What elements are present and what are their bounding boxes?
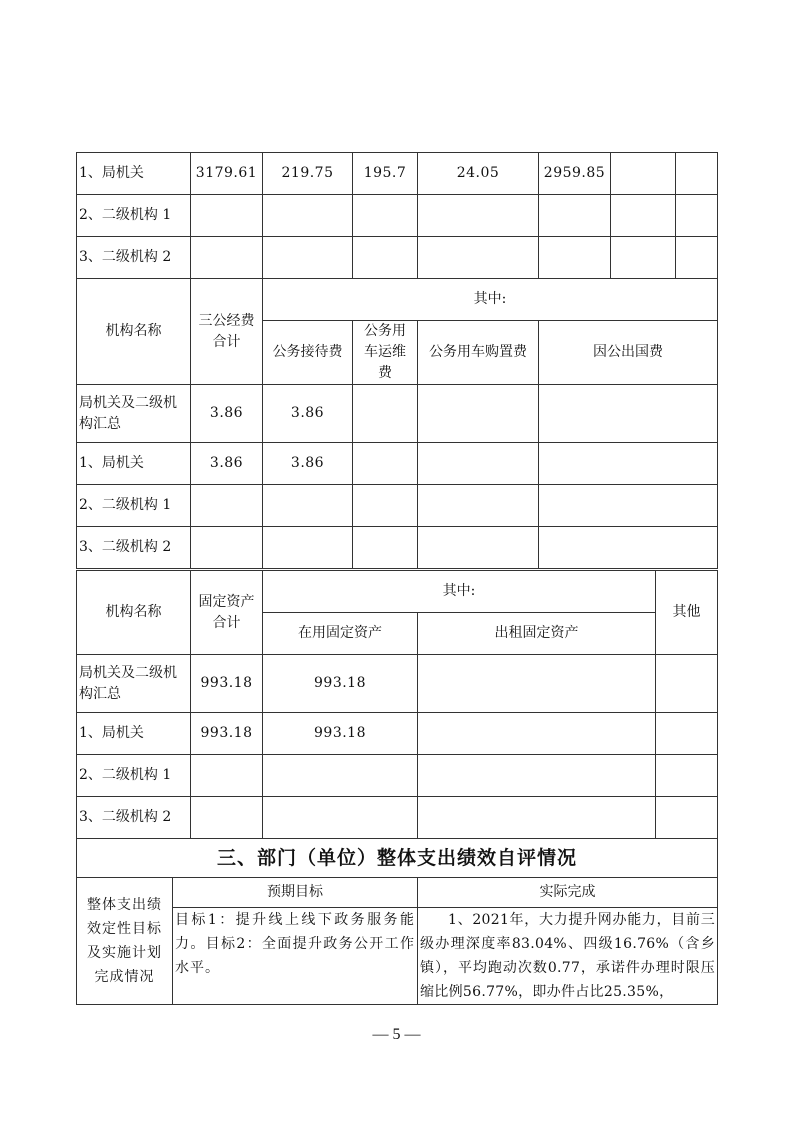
cell: 3179.61 [191, 153, 263, 195]
cell [611, 153, 676, 195]
header-total: 固定资产合计 [191, 571, 263, 655]
header-row [77, 279, 718, 321]
cell [656, 713, 718, 755]
header-actual: 实际完成 [418, 878, 718, 908]
cell: 993.18 [191, 655, 263, 713]
cell [539, 237, 611, 279]
cell [418, 755, 656, 797]
three-public-expenses-table [76, 278, 718, 569]
cell [418, 237, 539, 279]
table-row [77, 908, 718, 1005]
row-name: 2、二级机构 1 [77, 195, 191, 237]
cell: 993.18 [263, 713, 418, 755]
cell [353, 527, 418, 569]
row-name: 2、二级机构 1 [77, 485, 191, 527]
cell [263, 527, 353, 569]
header-row [77, 878, 718, 908]
cell [353, 237, 418, 279]
cell [676, 153, 718, 195]
table-row [77, 153, 718, 195]
table-row [77, 443, 718, 485]
row-name: 1、局机关 [77, 153, 191, 195]
header-row [77, 571, 718, 613]
cell [191, 195, 263, 237]
cell [418, 655, 656, 713]
table-row [77, 755, 718, 797]
header-name: 机构名称 [77, 279, 191, 385]
table-row [77, 385, 718, 443]
performance-self-evaluation-table [76, 838, 718, 1005]
cell [676, 195, 718, 237]
cell [191, 755, 263, 797]
page-number: — 5 — [372, 1026, 421, 1043]
header-rented: 出租固定资产 [418, 613, 656, 655]
cell [263, 485, 353, 527]
table-row [77, 195, 718, 237]
cell [191, 527, 263, 569]
row-name: 3、二级机构 2 [77, 237, 191, 279]
cell [191, 237, 263, 279]
cell [539, 443, 718, 485]
cell [611, 237, 676, 279]
cell: 3.86 [263, 385, 353, 443]
cell [539, 485, 718, 527]
cell [418, 713, 656, 755]
table-row [77, 527, 718, 569]
section-title-row [77, 839, 718, 878]
header-abroad: 因公出国费 [539, 321, 718, 385]
cell [353, 385, 418, 443]
cell: 3.86 [191, 385, 263, 443]
header-other: 其他 [656, 571, 718, 655]
cell [539, 195, 611, 237]
row-name: 2、二级机构 1 [77, 755, 191, 797]
header-car-purchase: 公务用车购置费 [418, 321, 539, 385]
header-expected: 预期目标 [173, 878, 418, 908]
cell [191, 485, 263, 527]
row-label: 整体支出绩效定性目标及实施计划完成情况 [77, 878, 173, 1005]
cell [263, 237, 353, 279]
cell [418, 527, 539, 569]
cell [418, 443, 539, 485]
table-row [77, 237, 718, 279]
table-row [77, 797, 718, 839]
header-total: 三公经费合计 [191, 279, 263, 385]
table-row [77, 485, 718, 527]
section-title: 三、部门（单位）整体支出绩效自评情况 [77, 839, 718, 878]
row-name: 局机关及二级机构汇总 [77, 655, 191, 713]
cell: 993.18 [263, 655, 418, 713]
cell [263, 755, 418, 797]
fixed-assets-table [76, 570, 718, 839]
cell [353, 443, 418, 485]
actual-completion: 1、2021年，大力提升网办能力，目前三级办理深度率83.04%、四级16.76%（含乡镇），平均跑动次数0.77，承诺件办理时限压缩比例56.77%，即办件占比25.35%， [418, 908, 718, 1005]
cell: 3.86 [263, 443, 353, 485]
cell [656, 797, 718, 839]
cell [418, 485, 539, 527]
cell [539, 385, 718, 443]
row-name: 局机关及二级机构汇总 [77, 385, 191, 443]
row-name: 3、二级机构 2 [77, 527, 191, 569]
cell [263, 797, 418, 839]
cell: 219.75 [263, 153, 353, 195]
expected-goals: 目标1：提升线上线下政务服务能力。目标2：全面提升政务公开工作水平。 [173, 908, 418, 1005]
cell: 195.7 [353, 153, 418, 195]
header-car-maintenance: 公务用车运维费 [353, 321, 418, 385]
cell: 3.86 [191, 443, 263, 485]
cell [418, 797, 656, 839]
cell [539, 527, 718, 569]
cell: 24.05 [418, 153, 539, 195]
cell [191, 797, 263, 839]
cell [656, 655, 718, 713]
budget-expense-table [76, 152, 718, 279]
cell [418, 195, 539, 237]
cell [611, 195, 676, 237]
table-row [77, 713, 718, 755]
header-among: 其中: [263, 279, 718, 321]
row-name: 1、局机关 [77, 713, 191, 755]
header-reception: 公务接待费 [263, 321, 353, 385]
cell: 2959.85 [539, 153, 611, 195]
cell: 993.18 [191, 713, 263, 755]
header-name: 机构名称 [77, 571, 191, 655]
cell [676, 237, 718, 279]
table-row [77, 655, 718, 713]
cell [656, 755, 718, 797]
cell [263, 195, 353, 237]
cell [418, 385, 539, 443]
cell [353, 485, 418, 527]
row-name: 3、二级机构 2 [77, 797, 191, 839]
row-name: 1、局机关 [77, 443, 191, 485]
header-in-use: 在用固定资产 [263, 613, 418, 655]
cell [353, 195, 418, 237]
header-among: 其中: [263, 571, 656, 613]
